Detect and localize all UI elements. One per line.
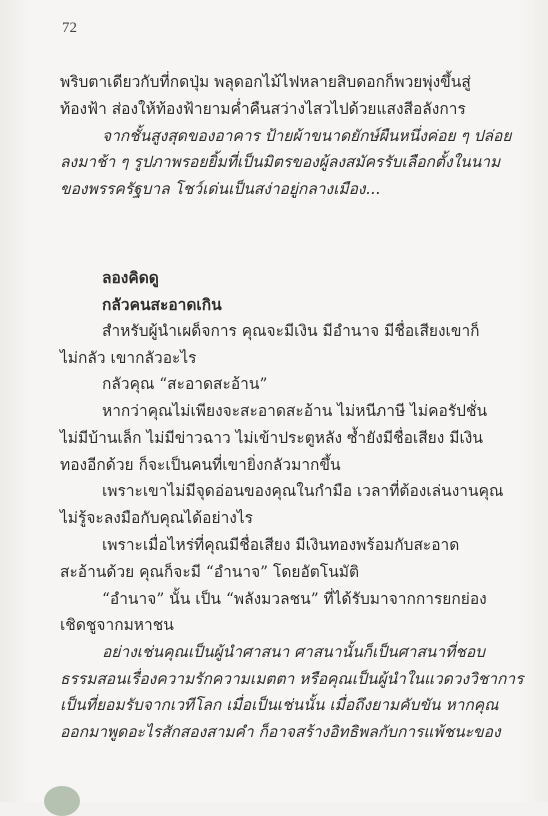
text-line: พริบตาเดียวกับที่กดปุ่ม พลุดอกไม้ไฟหลายสิบดอกก็พวยพุ่งขึ้นสู่ (60, 73, 471, 91)
text-line-italic: เป็นที่ยอมรับจากเวทีโลก เมื่อเป็นเช่นนั้น เมื่อถึงยามคับขัน หากคุณ (60, 696, 499, 714)
text-line: ไม่มีบ้านเล็ก ไม่มีข่าวฉาว ไม่เข้าประตูหลัง ซ้ำยังมีชื่อเสียง มีเงิน (60, 429, 483, 447)
text-line-italic: ลงมาช้า ๆ รูปภาพรอยยิ้มที่เป็นมิตรของผู้ลงสมัครรับเลือกตั้งในนาม (60, 153, 501, 171)
text-line: เพราะเขาไม่มีจุดอ่อนของคุณในกำมือ เวลาที่ต้องเล่นงานคุณ (102, 482, 504, 500)
section-subheading: กลัวคนสะอาดเกิน (102, 295, 222, 314)
text-line: สำหรับผู้นำเผด็จการ คุณจะมีเงิน มีอำนาจ มีชื่อเสียงเขาก็ (102, 322, 480, 340)
text-line: เพราะเมื่อไหร่ที่คุณมีชื่อเสียง มีเงินทองพร้อมกับสะอาด (102, 536, 460, 554)
text-line: ไม่กลัว เขากลัวอะไร (60, 349, 197, 367)
text-line: หากว่าคุณไม่เพียงจะสะอาดสะอ้าน ไม่หนีภาษี ไม่คอรัปชั่น (102, 402, 488, 420)
text-line-italic: ออกมาพูดอะไรสักสองสามคำ ก็อาจสร้างอิทธิพลกับการแพ้ชนะของ (60, 723, 501, 741)
text-line-italic: อย่างเช่นคุณเป็นผู้นำศาสนา ศาสนานั้นก็เป็นศาสนาที่ชอบ (102, 643, 485, 661)
text-line-italic: จากชั้นสูงสุดของอาคาร ป้ายผ้าขนาดยักษ์ผืนหนึ่งค่อย ๆ ปล่อย (102, 127, 512, 145)
text-line: เชิดชูจากมหาชน (60, 616, 174, 634)
text-line: กลัวคุณ “สะอาดสะอ้าน” (102, 375, 268, 393)
text-line: ท้องฟ้า ส่องให้ท้องฟ้ายามค่ำคืนสว่างไสวไปด้วยแสงสีอลังการ (60, 100, 466, 118)
text-line: ไม่รู้จะลงมือกับคุณได้อย่างไร (60, 509, 253, 527)
text-line-italic: ธรรมสอนเรื่องความรักความเมตตา หรือคุณเป็นผู้นำในแวดวงวิชาการ (60, 670, 524, 688)
section-heading: ลองคิดดู (102, 268, 159, 287)
text-line: ทองอีกด้วย ก็จะเป็นคนที่เขายิ่งกลัวมากขึ้น (60, 456, 341, 474)
text-line: “อำนาจ” นั้น เป็น “พลังมวลชน” ที่ได้รับมาจากการยกย่อง (102, 590, 487, 608)
page-corner-mark (44, 786, 80, 816)
page-number: 72 (62, 20, 77, 36)
text-line-italic: ของพรรครัฐบาล โชว์เด่นเป็นสง่าอยู่กลางเมือง... (60, 180, 381, 198)
text-line: สะอ้านด้วย คุณก็จะมี “อำนาจ” โดยอัตโนมัติ (60, 563, 360, 581)
